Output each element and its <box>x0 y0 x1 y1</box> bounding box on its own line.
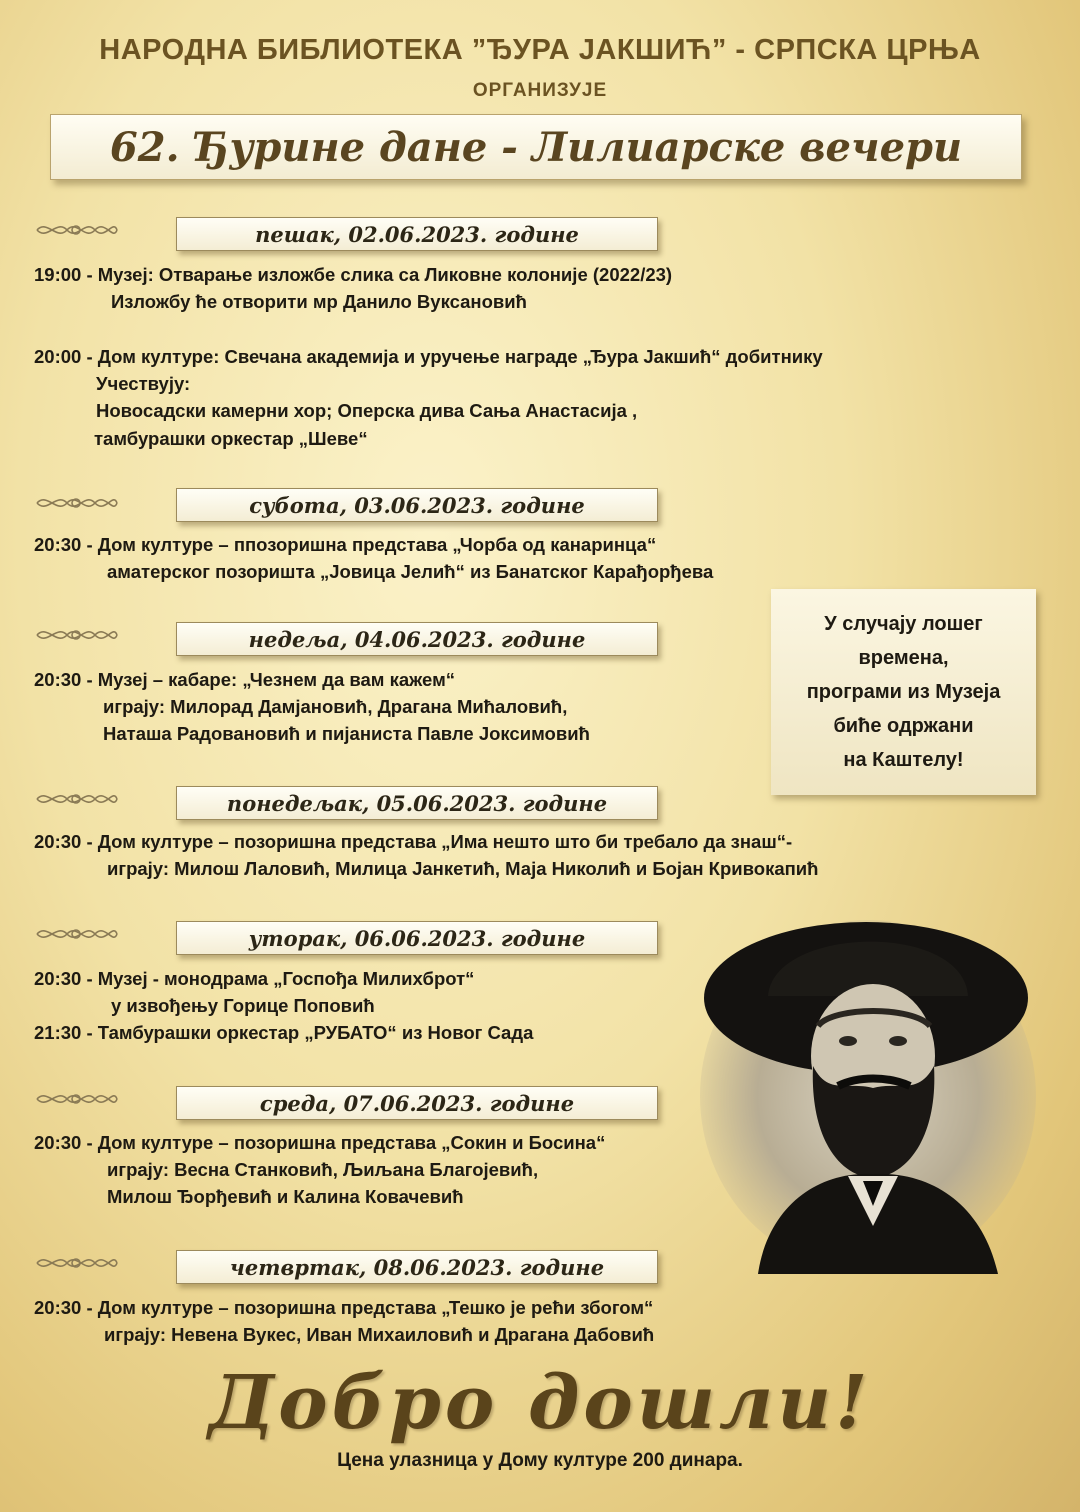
event-title: 62. Ђурине дане - Лилиарске вечери <box>109 123 963 171</box>
program-line: играју: Весна Станковић, Љиљана Благојевић, <box>107 1159 539 1180</box>
day-box-sunday <box>176 622 658 656</box>
day-label: пешак, 02.06.2023. године <box>255 221 579 247</box>
organizes-label: ОРГАНИЗУЈЕ <box>472 80 608 101</box>
day-label: субота, 03.06.2023. године <box>249 492 585 518</box>
day-label: понедељак, 05.06.2023. године <box>226 790 608 816</box>
ornament-icon <box>33 1250 119 1276</box>
welcome-text: Добро дошли! <box>208 1360 872 1446</box>
program-line: играју: Невена Вукес, Иван Михаиловић и Драгана Дабовић <box>104 1324 655 1345</box>
program-line: 20:30 - Музеј – кабаре: „Чезнем да вам кажем“ <box>34 669 456 690</box>
day-label: уторак, 06.06.2023. године <box>248 925 586 951</box>
day-box-saturday <box>176 488 658 522</box>
program-line: 21:30 - Тамбурашки оркестар „РУБАТО“ из Новог Сада <box>34 1022 534 1043</box>
program-line: аматерског позоришта „Јовица Јелић“ из Банатског Карађорђева <box>107 561 714 582</box>
program-line: Учествују: <box>96 373 191 394</box>
program-line: 20:30 - Дом културе – позоришна представа „Има нешто што би требало да знаш“- <box>34 831 793 852</box>
notice-line: У случају лошег <box>824 613 983 635</box>
ornament-icon <box>33 1086 119 1112</box>
day-label: среда, 07.06.2023. године <box>259 1090 575 1116</box>
program-line: 20:30 - Дом културе – ппозоришна представа „Чорба од канаринца“ <box>34 534 657 555</box>
program-line: Изложбу ће отворити мр Данило Вуксановић <box>111 291 527 312</box>
notice-line: програми из Музеја <box>806 681 1001 703</box>
ornament-icon <box>33 217 119 243</box>
day-box-tuesday <box>176 921 658 955</box>
program-line: Наташа Радовановић и пијаниста Павле Јоксимовић <box>103 723 590 744</box>
ornament-icon <box>33 622 119 648</box>
day-box-thursday <box>176 1250 658 1284</box>
notice-line: на Каштелу! <box>843 749 964 771</box>
notice-line: биће одржани <box>833 715 974 737</box>
program-line: 19:00 - Музеј: Отварање изложбе слика са Ликовне колоније (2022/23) <box>34 264 673 285</box>
event-title-box <box>50 114 1022 180</box>
day-label: недеља, 04.06.2023. године <box>248 626 586 652</box>
ornament-icon <box>33 490 119 516</box>
day-box-monday <box>176 786 658 820</box>
ticket-price: Цена улазница у Дому културе 200 динара. <box>337 1450 743 1471</box>
ornament-icon <box>33 786 119 812</box>
program-line: 20:30 - Музеј - монодрама „Госпођа Милихброт“ <box>34 968 475 989</box>
organizer-title: НАРОДНА БИБЛИОТЕКА ”ЂУРА ЈАКШИЋ” - СРПСКА ЦРЊА <box>99 34 981 66</box>
program-line: 20:30 - Дом културе – позоришна представа „Сокин и Босина“ <box>34 1132 606 1153</box>
program-line: тамбурашки оркестар „Шеве“ <box>94 428 368 449</box>
program-line: Милош Ђорђевић и Калина Ковачевић <box>107 1186 464 1207</box>
program-line: играју: Милорад Дамјановић, Драгана Мићаловић, <box>103 696 568 717</box>
day-box-wednesday <box>176 1086 658 1120</box>
program-line: 20:30 - Дом културе – позоришна представа „Тешко је рећи збогом“ <box>34 1297 654 1318</box>
weather-notice <box>771 589 1036 795</box>
portrait-image <box>698 906 1038 1274</box>
day-box-friday <box>176 217 658 251</box>
notice-line: времена, <box>858 647 949 669</box>
day-label: четвртак, 08.06.2023. године <box>229 1254 605 1280</box>
program-line: у извођењу Горице Поповић <box>111 995 375 1016</box>
program-line: 20:00 - Дом културе: Свечана академија и уручење награде „Ђура Јакшић“ добитнику <box>34 346 823 367</box>
program-line: Новосадски камерни хор; Оперска дива Сања Анастасија , <box>96 400 638 421</box>
program-line: играју: Милош Лаловић, Милица Јанкетић, Маја Николић и Бојан Кривокапић <box>107 858 819 879</box>
ornament-icon <box>33 921 119 947</box>
